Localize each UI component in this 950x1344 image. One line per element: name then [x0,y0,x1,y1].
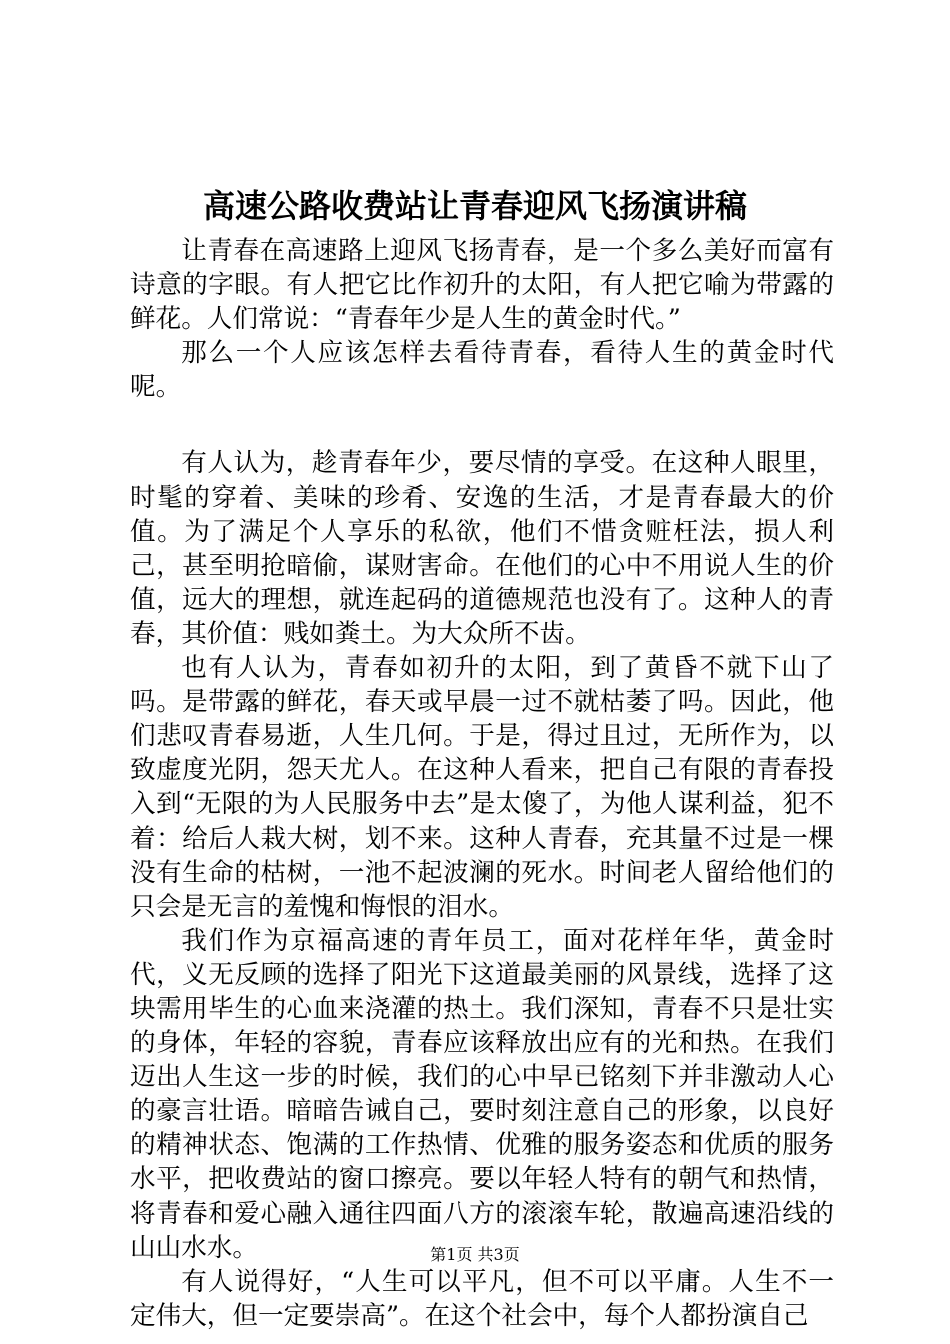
paragraph: 那么一个人应该怎样去看待青春，看待人生的黄金时代呢。 [130,338,834,403]
paragraph: 也有人认为，青春如初升的太阳，到了黄昏不就下山了吗。是带露的鲜花，春天或早晨一过不就枯萎了吗。因此，他们悲叹青春易逝，人生几何。于是，得过且过，无所作为，以致虚度光阴，怨天尤人。在这种人看来，把自己有限的青春投入到“无限的为人民服务中去”是太傻了，为他人谋利益，犯不着：给后人栽大树，划不来。这种人青春，充其量不过是一棵没有生命的枯树，一池不起波澜的死水。时间老人留给他们的只会是无言的羞愧和悔恨的泪水。 [130,653,834,922]
paragraph: 有人认为，趁青春年少，要尽情的享受。在这种人眼里，时髦的穿着、美味的珍肴、安逸的生活，才是青春最大的价值。为了满足个人享乐的私欲，他们不惜贪赃枉法，损人利己，甚至明抢暗偷，谋财害命。在他们的心中不用说人生的价值，远大的理想，就连起码的道德规范也没有了。这种人的青春，其价值：贱如粪土。为大众所不齿。 [130,448,834,649]
document-body [130,234,834,1333]
document-title: 高速公路收费站让青春迎风飞扬演讲稿 [202,187,747,225]
paragraph-spacer [130,404,834,446]
paragraph: 让青春在高速路上迎风飞扬青春，是一个多么美好而富有诗意的字眼。有人把它比作初升的太阳，有人把它喻为带露的鲜花。人们常说：“青春年少是人生的黄金时代。” [130,236,834,335]
page-footer: 第1页 共3页 [430,1245,520,1264]
paragraph: 有人说得好，“人生可以平凡，但不可以平庸。人生不一定伟大，但一定要崇高”。在这个社会中，每个人都扮演自己 [130,1266,834,1331]
paragraph: 我们作为京福高速的青年员工，面对花样年华，黄金时代，义无反顾的选择了阳光下这道最美丽的风景线，选择了这块需用毕生的心血来浇灌的热土。我们深知，青春不只是壮实的身体，年轻的容貌，青春应该释放出应有的光和热。在我们迈出人生这一步的时候，我们的心中早已铭刻下并非激动人心的豪言壮语。暗暗告诫自己，要时刻注意自己的形象，以良好的精神状态、饱满的工作热情、优雅的服务姿态和优质的服务水平，把收费站的窗口擦亮。要以年轻人特有的朝气和热情，将青春和爱心融入通往四面八方的滚滚车轮，散遍高速沿线的山山水水。 [130,925,834,1263]
